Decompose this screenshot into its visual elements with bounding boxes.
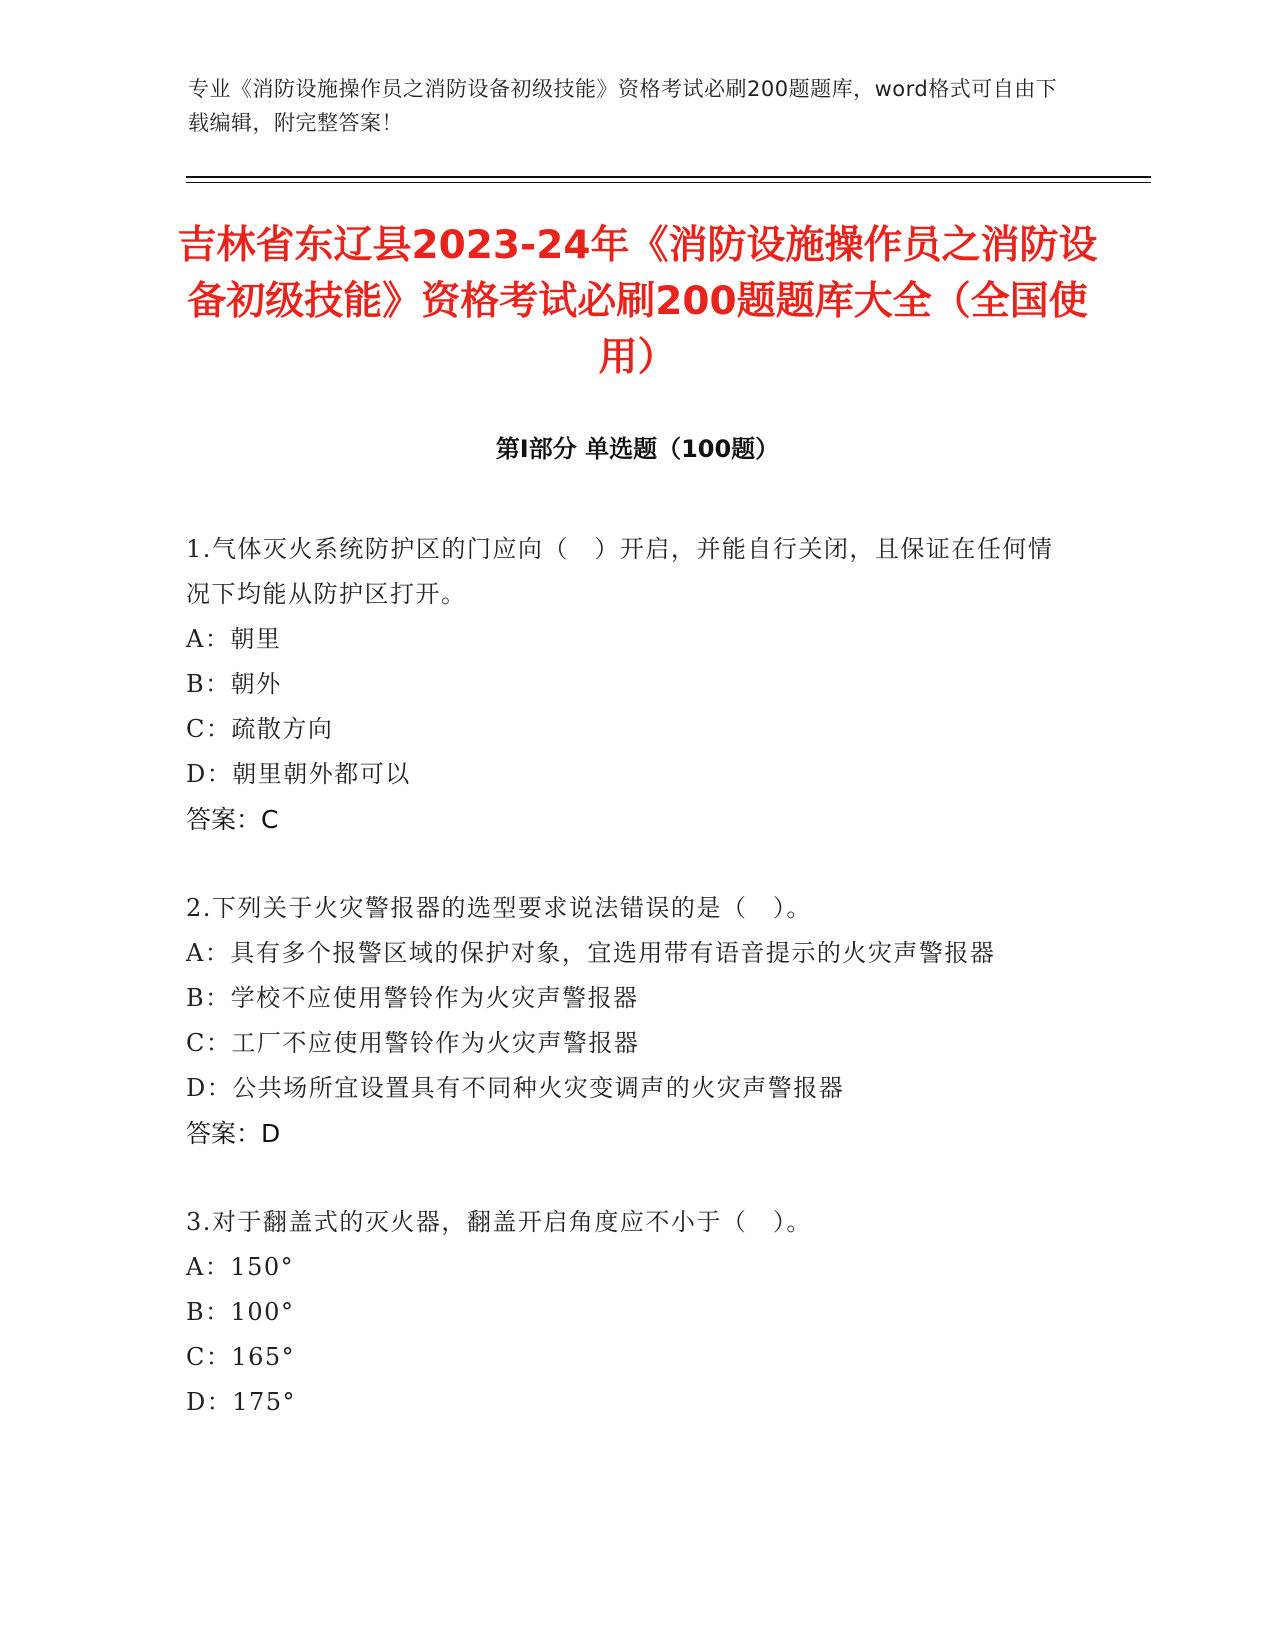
question-stem: 2.下列关于火灾警报器的选型要求说法错误的是（ ）。 [186,894,812,922]
option-d: D：175° [186,1388,297,1416]
document-title: 吉林省东辽县2023-24年《消防设施操作员之消防设备初级技能》资格考试必刷200题题库大全（全国使用） [177,223,1098,380]
section-title: 第Ⅰ部分 单选题（100题） [495,435,780,463]
option-c: C：165° [186,1343,296,1371]
header-note: 专业《消防设施操作员之消防设备初级技能》资格考试必刷200题题库，word格式可自由下载编辑，附完整答案！ [188,77,1058,135]
question-2 [186,886,1066,1156]
answer: 答案：C [186,805,279,834]
option-d: D：朝里朝外都可以 [186,760,411,788]
option-c: C：疏散方向 [186,715,334,743]
option-a: A：150° [186,1253,295,1281]
option-b: B：100° [186,1298,295,1326]
option-a: A：朝里 [186,625,282,653]
header-divider-thick [186,176,1151,178]
header-divider-thin [186,182,1151,183]
question-1 [186,527,1066,842]
question-list [186,527,1066,1469]
option-b: B：朝外 [186,670,282,698]
option-d: D：公共场所宜设置具有不同种火灾变调声的火灾声警报器 [186,1074,845,1102]
option-a: A：具有多个报警区域的保护对象，宜选用带有语音提示的火灾声警报器 [186,939,996,967]
option-b: B：学校不应使用警铃作为火灾声警报器 [186,984,639,1012]
question-3 [186,1200,1066,1425]
option-c: C：工厂不应使用警铃作为火灾声警报器 [186,1029,640,1057]
question-stem: 1.气体灭火系统防护区的门应向（ ）开启，并能自行关闭，且保证在任何情况下均能从防护区打开。 [186,535,1054,608]
answer: 答案：D [186,1119,281,1148]
question-stem: 3.对于翻盖式的灭火器，翻盖开启角度应不小于（ ）。 [186,1208,812,1236]
